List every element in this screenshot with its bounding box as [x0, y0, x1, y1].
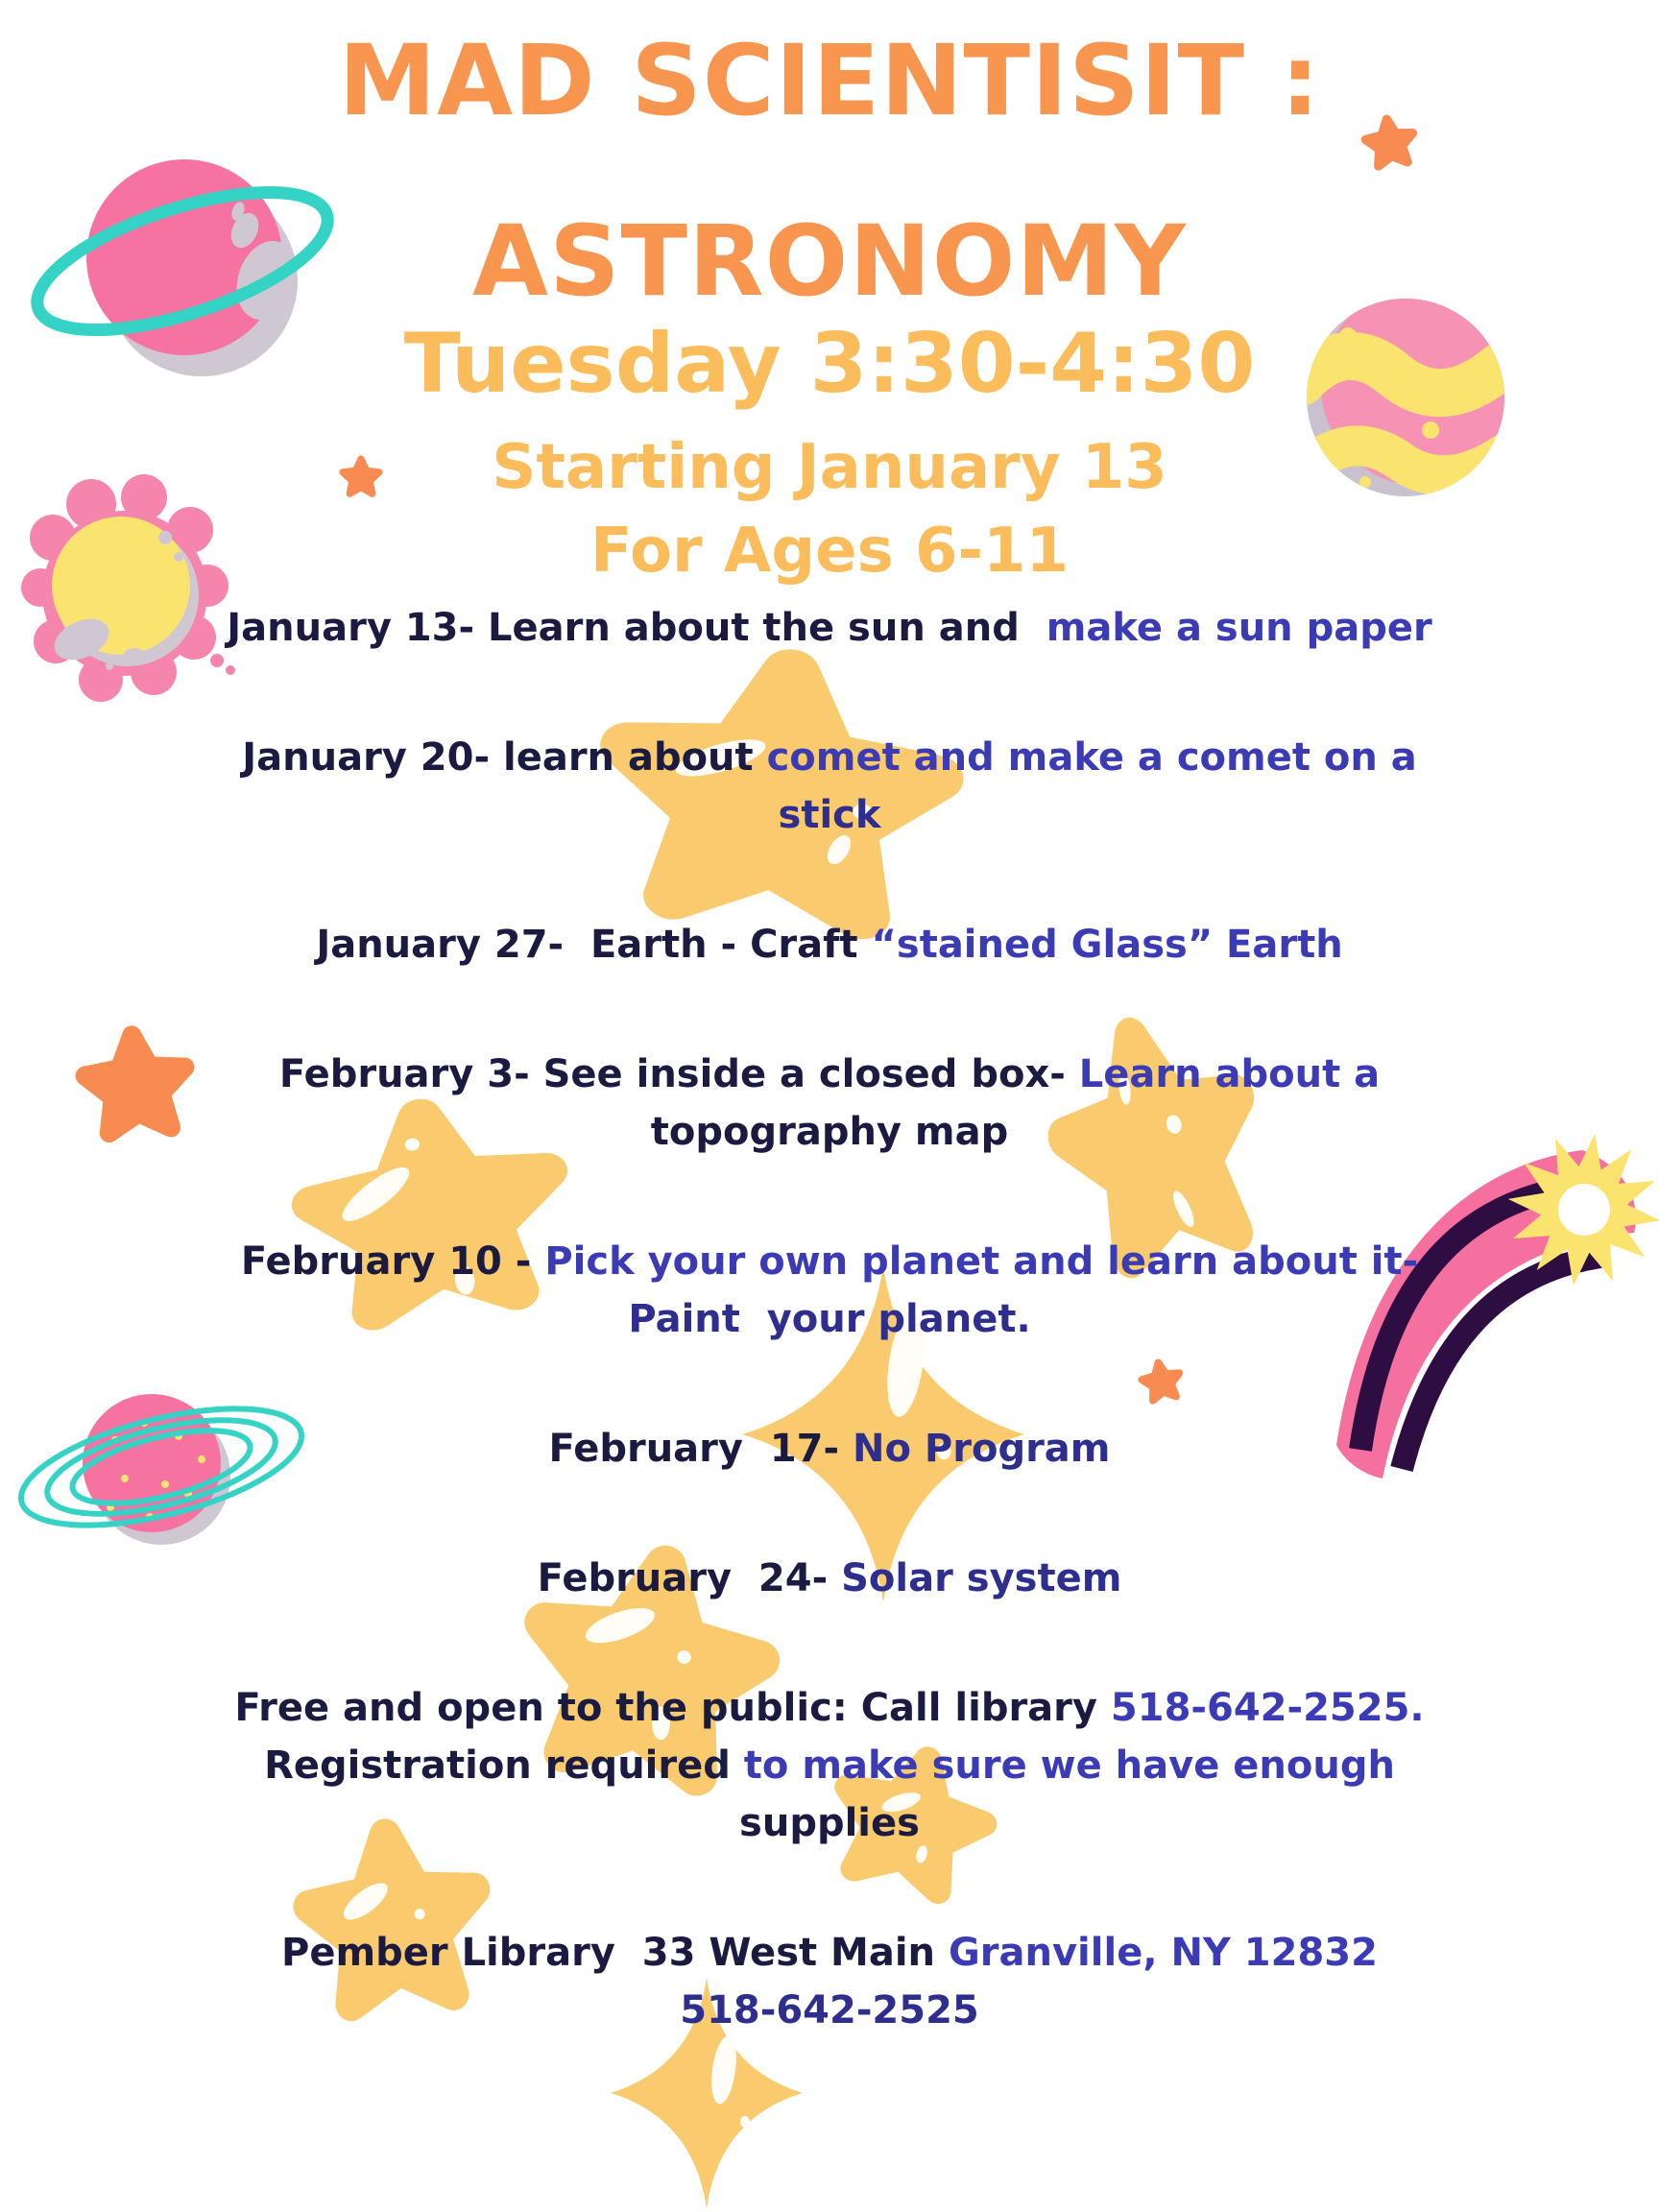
page-title-line2: ASTRONOMY — [472, 204, 1187, 319]
event-start-date: Starting January 13 — [492, 431, 1167, 503]
schedule-line: Pember Library 33 West Main Granville, NY 12832 — [281, 1930, 1378, 1975]
schedule-line: Registration required to make sure we have enough — [264, 1743, 1395, 1788]
schedule-item — [109, 599, 1550, 657]
schedule-line: Free and open to the public: Call library 518-642-2525. — [234, 1685, 1425, 1730]
schedule-line: 518-642-2525 — [680, 1987, 979, 2032]
schedule-line: February 3- See inside a closed box- Learn about a — [278, 1051, 1381, 1096]
schedule-line: January 20- learn about comet and make a comet on a — [242, 734, 1417, 780]
schedule-item — [109, 1679, 1550, 1852]
schedule-line: Paint your planet. — [628, 1296, 1031, 1341]
schedule-line: February 17- No Program — [548, 1426, 1111, 1471]
schedule-item — [109, 1420, 1550, 1478]
schedule-item — [109, 1550, 1550, 1607]
schedule-item — [109, 1046, 1550, 1161]
schedule-item — [109, 1233, 1550, 1348]
schedule-line: stick — [778, 792, 881, 837]
schedule-item — [109, 916, 1550, 974]
schedule-item — [109, 1924, 1550, 2039]
schedule-line: January 13- Learn about the sun and make a sun paper — [227, 605, 1432, 650]
event-ages: For Ages 6-11 — [589, 516, 1070, 588]
page-title: MAD SCIENTISIT : — [338, 24, 1321, 138]
schedule-line: supplies — [739, 1800, 920, 1845]
schedule-line: topography map — [650, 1109, 1009, 1154]
schedule-line: January 27- Earth - Craft “stained Glass” Earth — [316, 922, 1343, 967]
schedule-item — [109, 729, 1550, 844]
schedule-line: February 10 - Pick your own planet and learn about it- — [240, 1238, 1419, 1284]
event-time: Tuesday 3:30-4:30 — [403, 316, 1256, 412]
schedule-line: February 24- Solar system — [537, 1555, 1122, 1600]
schedule — [109, 599, 1550, 2111]
